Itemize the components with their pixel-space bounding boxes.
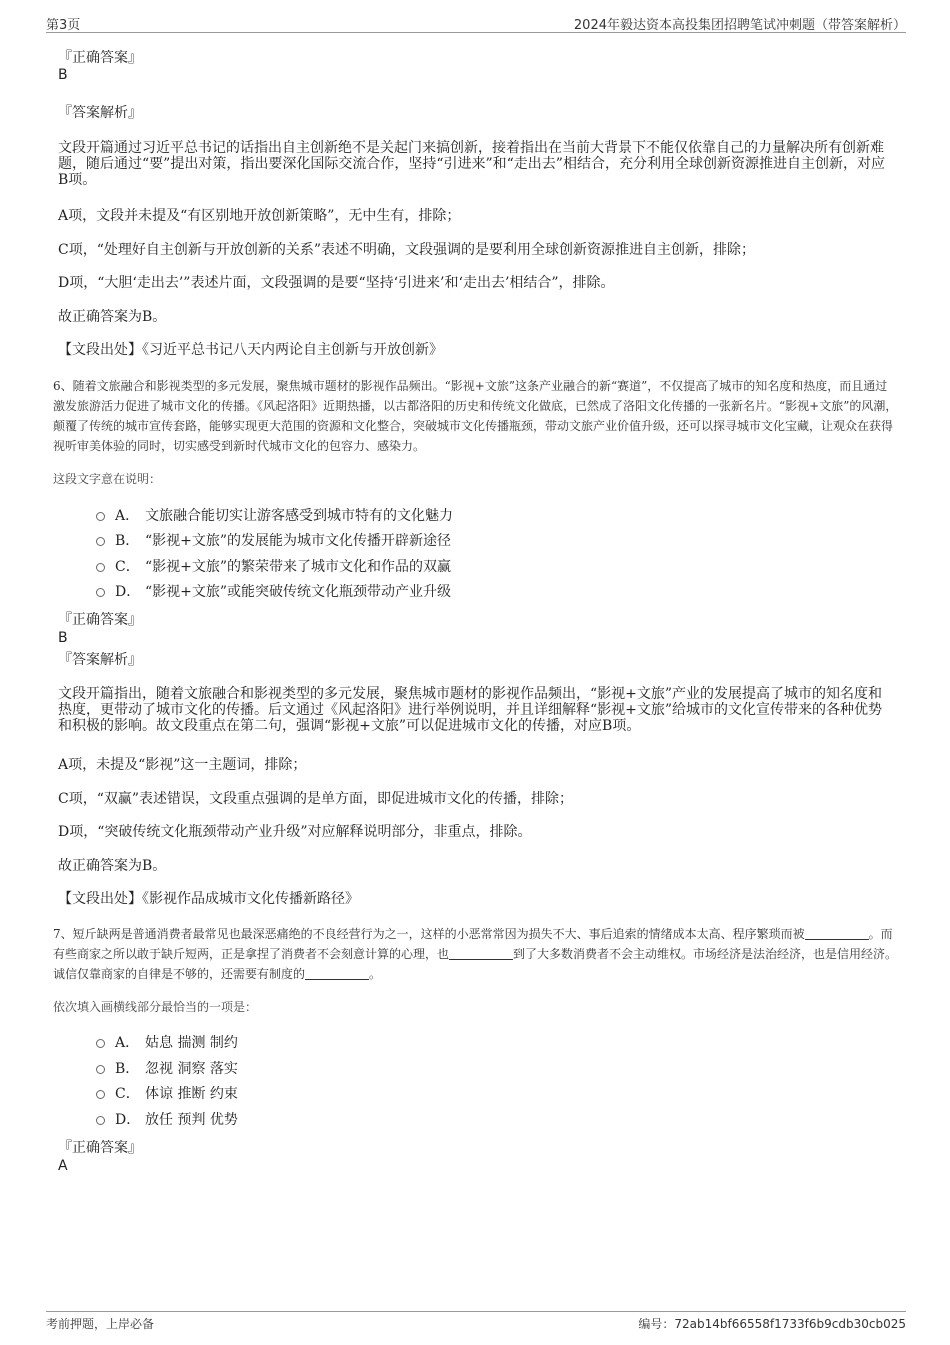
footer-slogan: 考前押题，上岸必备 [46, 1317, 155, 1331]
radio-icon[interactable] [96, 588, 105, 597]
q6-option-d[interactable]: D． “影视+文旅”或能突破传统文化瓶颈带动产业升级 [96, 583, 451, 601]
radio-icon[interactable] [96, 1065, 105, 1074]
q5-option-a-explanation: A项，文段并未提及“有区别地开放创新策略”，无中生有，排除； [58, 208, 461, 224]
q5-option-d-explanation: D项，“大胆‘走出去’”表述片面，文段强调的是要“坚持‘引进来’和‘走出去’相结合”，排除。 [58, 275, 615, 291]
radio-icon[interactable] [96, 563, 105, 572]
q6-conclusion: 故正确答案为B。 [58, 858, 167, 874]
q5-analysis: 文段开篇通过习近平总书记的话指出自主创新绝不是关起门来搞创新，接着指出在当前大背景下不能仅依靠自己的力量解决所有创新难题，随后通过“要”提出对策，指出要深化国际交流合作，坚持“引进来”和“走出去”相结合，充分利用全球创新资源推进自主创新，对应B项。 [58, 140, 885, 188]
q6-answer-label: 『正确答案』 [58, 612, 142, 628]
q6-option-a-explanation: A项，未提及“影视”这一主题词，排除； [58, 757, 307, 773]
q6-source-label: 【文段出处】 [58, 891, 142, 907]
radio-icon[interactable] [96, 1039, 105, 1048]
q5-analysis-label: 『答案解析』 [58, 105, 142, 121]
q6-source [58, 891, 894, 907]
q7-option-a[interactable]: A． 姑息 揣测 制约 [96, 1034, 238, 1052]
q7-option-b[interactable]: B． 忽视 洞察 落实 [96, 1060, 238, 1078]
q5-source-label: 【文段出处】 [58, 342, 142, 358]
radio-icon[interactable] [96, 512, 105, 521]
q6-answer: B [58, 630, 68, 646]
document-title: 2024年毅达资本高投集团招聘笔试冲刺题（带答案解析） [573, 18, 906, 33]
page-footer [46, 1311, 906, 1332]
q7-option-c[interactable]: C． 体谅 推断 约束 [96, 1085, 238, 1103]
q7-answer: A [58, 1158, 68, 1174]
q6-analysis-label: 『答案解析』 [58, 652, 142, 668]
q6-option-d-explanation: D项，“突破传统文化瓶颈带动产业升级”对应解释说明部分，非重点，排除。 [58, 824, 532, 840]
q5-source-title: 《习近平总书记八天内两论自主创新与开放创新》 [142, 342, 443, 358]
q7-stem: 依次填入画横线部分最恰当的一项是： [53, 1000, 258, 1014]
q7-option-d[interactable]: D． 放任 预判 优势 [96, 1111, 238, 1129]
q5-conclusion: 故正确答案为B。 [58, 309, 167, 325]
radio-icon[interactable] [96, 1090, 105, 1099]
q5-answer-label: 『正确答案』 [58, 50, 142, 66]
q6-option-c-explanation: C项，“双赢”表述错误，文段重点强调的是单方面，即促进城市文化的传播，排除； [58, 791, 574, 807]
q7-answer-label: 『正确答案』 [58, 1140, 142, 1156]
q6-option-a[interactable]: A． 文旅融合能切实让游客感受到城市特有的文化魅力 [96, 507, 453, 525]
blank-1 [805, 927, 869, 940]
radio-icon[interactable] [96, 537, 105, 546]
q6-source-title: 《影视作品成城市文化传播新路径》 [142, 891, 359, 907]
page-number: 第3页 [46, 18, 81, 33]
q5-answer: B [58, 67, 68, 83]
radio-icon[interactable] [96, 1116, 105, 1125]
q6-analysis: 文段开篇指出，随着文旅融合和影视类型的多元发展，聚焦城市题材的影视作品频出，“影视+文旅”产业的发展提高了城市的知名度和热度，更带动了城市文化的传播。后文通过《风起洛阳》进行举例说明，并且详细解释“影视+文旅”给城市的文化宣传带来的各种优势和积极的影响。故文段重点在第二句，强调“影视+文旅”可以促进城市文化的传播，对应B项。 [58, 686, 883, 734]
q7-passage: 7、短斤缺两是普通消费者最常见也最深恶痛绝的不良经营行为之一，这样的小恶常常因为损失不大、事后追索的情绪成本太高、程序繁琐而被 。而有些商家之所以敢于缺斤短两，正是拿捏了消费者不会刻意计算的心理，也 到了大多数消费者不会主动维权。市场经济是法治经济，也是信用经济。诚信仅靠商家的自律是不够的，还需要有制度的 。 [53, 927, 898, 981]
q6-passage: 6、随着文旅融合和影视类型的多元发展，聚焦城市题材的影视作品频出。“影视+文旅”这条产业融合的新“赛道”，不仅提高了城市的知名度和热度，而且通过激发旅游活力促进了城市文化的传播。《风起洛阳》近期热播，以古都洛阳的历史和传统文化做底，已然成了洛阳文化传播的一张新名片。“影视+文旅”的风潮，颠覆了传统的城市宣传套路，能够实现更大范围的资源和文化整合，突破城市文化传播瓶颈，带动文旅产业价值升级，还可以探寻城市文化宝藏，让观众在获得视听审美体验的同时，切实感受到新时代城市文化的包容力、感染力。 [53, 379, 898, 453]
q6-option-b[interactable]: B． “影视+文旅”的发展能为城市文化传播开辟新途径 [96, 532, 451, 550]
blank-2 [449, 947, 513, 960]
q6-stem: 这段文字意在说明： [53, 472, 162, 486]
blank-3 [305, 967, 369, 980]
q5-option-c-explanation: C项，“处理好自主创新与开放创新的关系”表述不明确，文段强调的是要利用全球创新资源推进自主创新，排除； [58, 242, 756, 258]
page-header [46, 14, 906, 33]
q6-option-c[interactable]: C． “影视+文旅”的繁荣带来了城市文化和作品的双赢 [96, 558, 451, 576]
q5-source [58, 342, 894, 358]
footer-id: 编号：72ab14bf66558f1733f6b9cdb30cb025 [638, 1317, 906, 1331]
